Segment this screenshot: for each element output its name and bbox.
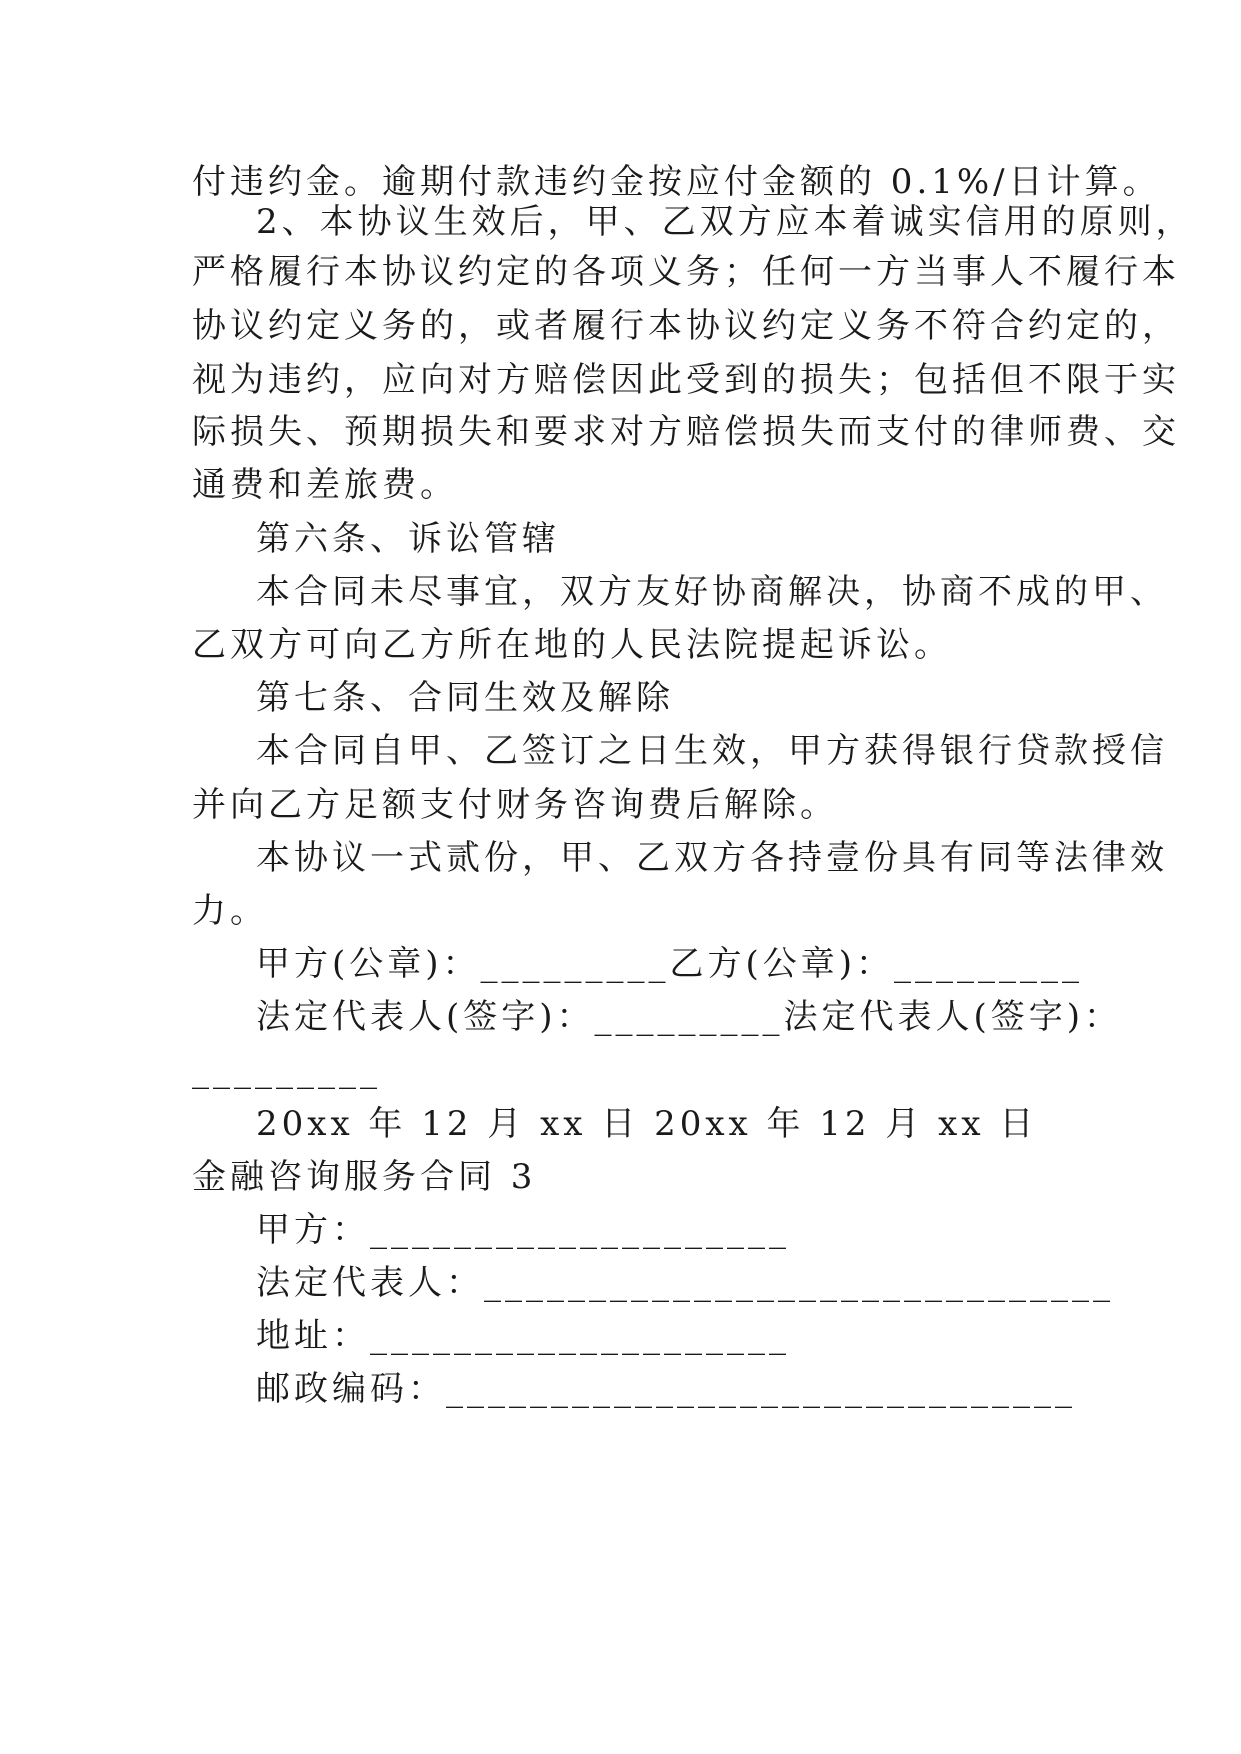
section-heading: 第七条、合同生效及解除 xyxy=(256,678,674,718)
address-field: 地址：____________________ xyxy=(256,1316,790,1356)
paragraph-line: 并向乙方足额支付财务咨询费后解除。 xyxy=(192,785,838,825)
paragraph-line: 付违约金。逾期付款违约金按应付金额的 0.1%/日计算。 xyxy=(192,162,1161,202)
signature-seal-line: 甲方(公章)：_________乙方(公章)：_________ xyxy=(256,944,1084,984)
paragraph-line: 乙双方可向乙方所在地的人民法院提起诉讼。 xyxy=(192,625,952,665)
section-heading: 第六条、诉讼管辖 xyxy=(256,519,560,559)
legal-representative-field: 法定代表人：______________________________ xyxy=(256,1263,1114,1303)
paragraph-line: 通费和差旅费。 xyxy=(192,465,458,505)
paragraph-line: 2、本协议生效后，甲、乙双方应本着诚实信用的原则， xyxy=(256,202,1194,242)
paragraph-line: 本合同未尽事宜，双方友好协商解决，协商不成的甲、 xyxy=(256,572,1168,612)
signature-representative-line: 法定代表人(签字)：_________法定代表人(签字)： xyxy=(256,997,1123,1037)
paragraph-line: 本协议一式贰份，甲、乙双方各持壹份具有同等法律效 xyxy=(256,838,1168,878)
party-a-field: 甲方：____________________ xyxy=(256,1210,790,1250)
paragraph-line: 力。 xyxy=(192,891,268,931)
contract-title: 金融咨询服务合同 3 xyxy=(192,1157,537,1197)
paragraph-line: 协议约定义务的，或者履行本协议约定义务不符合约定的， xyxy=(192,306,1180,346)
paragraph-line: 视为违约，应向对方赔偿因此受到的损失；包括但不限于实 xyxy=(192,360,1180,400)
signature-date-line: 20xx 年 12 月 xx 日 20xx 年 12 月 xx 日 xyxy=(256,1104,1038,1144)
postal-code-field: 邮政编码：______________________________ xyxy=(256,1369,1076,1409)
paragraph-line: 本合同自甲、乙签订之日生效，甲方获得银行贷款授信 xyxy=(256,731,1168,771)
signature-blank: _________ xyxy=(192,1050,381,1090)
paragraph-line: 严格履行本协议约定的各项义务；任何一方当事人不履行本 xyxy=(192,252,1180,292)
paragraph-line: 际损失、预期损失和要求对方赔偿损失而支付的律师费、交 xyxy=(192,412,1180,452)
